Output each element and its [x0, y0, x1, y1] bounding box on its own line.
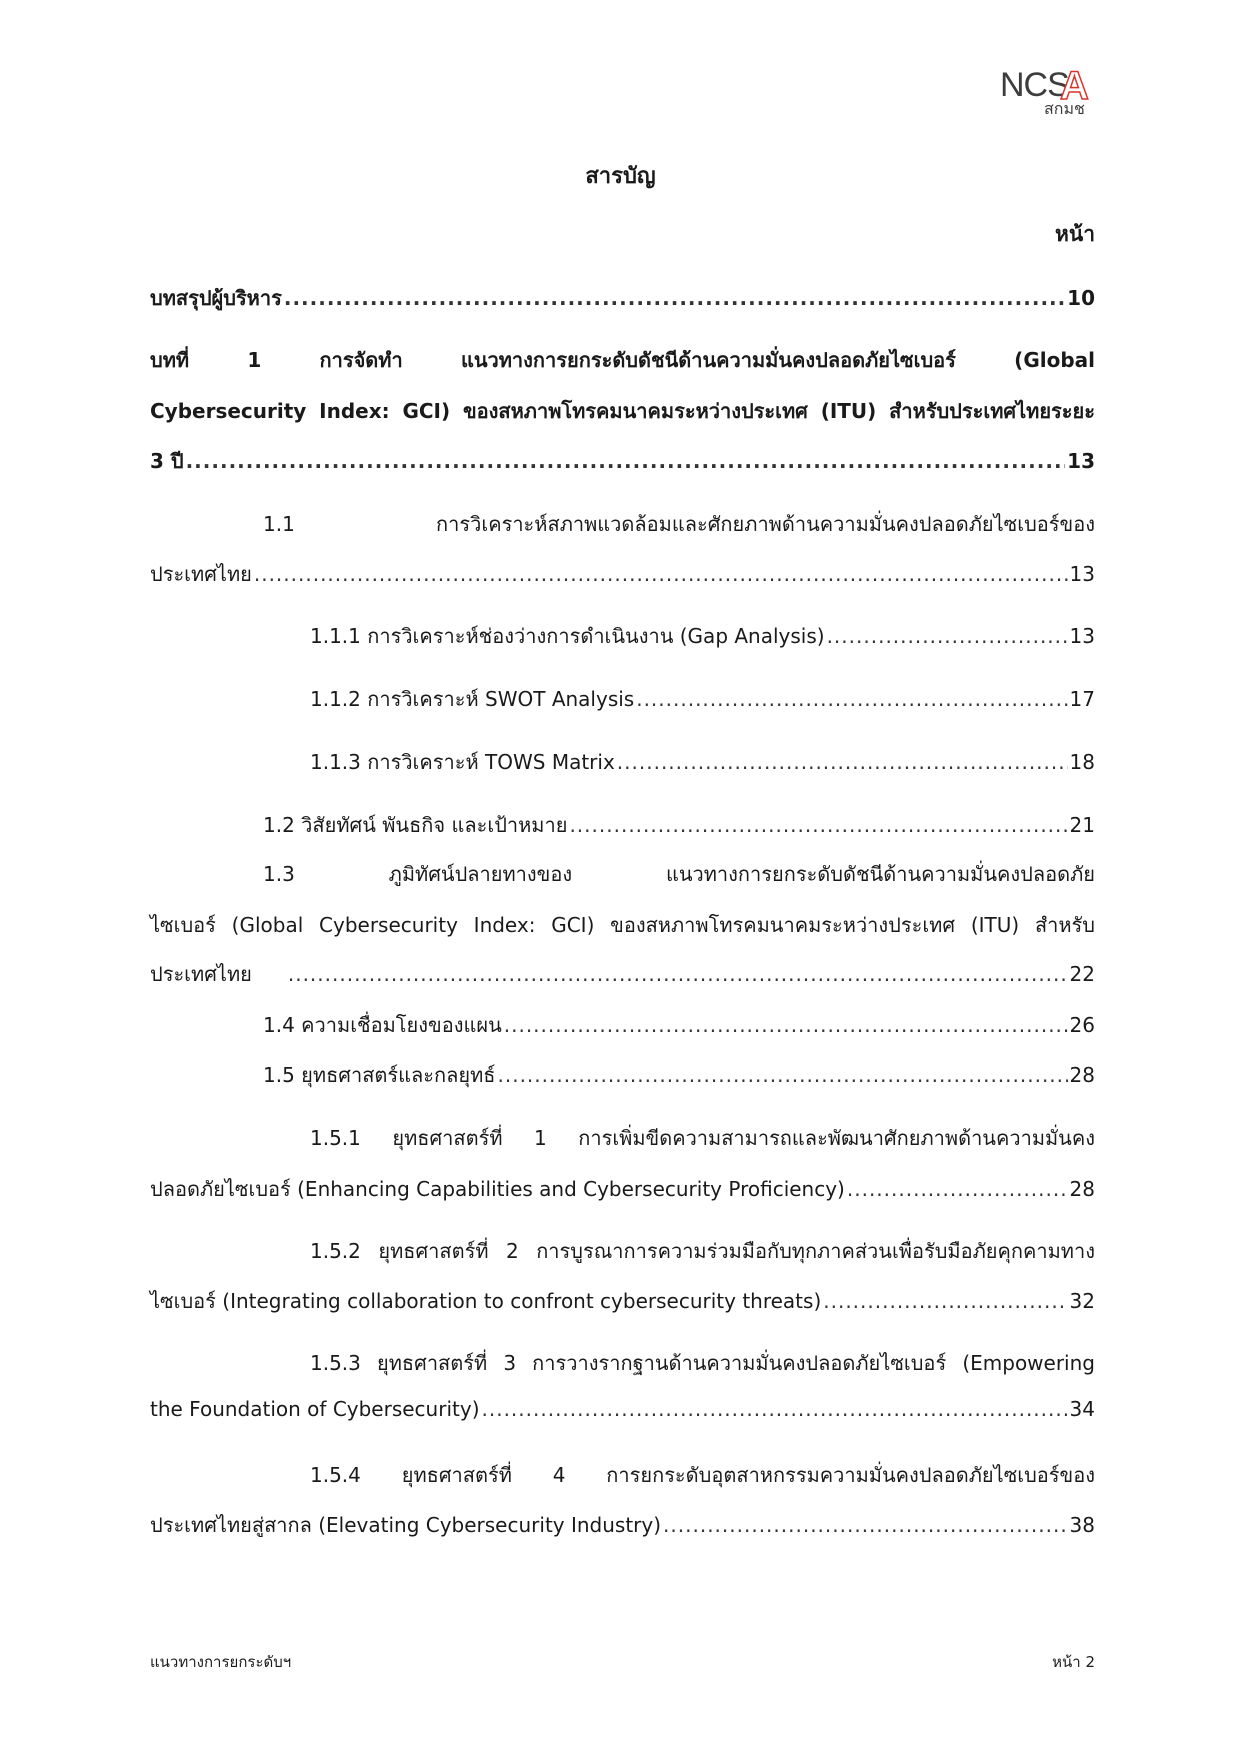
leader-dots: [569, 813, 1067, 837]
toc-entry-1-1[interactable]: [150, 558, 1095, 590]
toc-page-number: 10: [1067, 286, 1095, 310]
toc-entry-text: 1.1.1 การวิเคราะห์ช่องว่างการดำเนินงาน (Gap Analysis): [310, 624, 825, 648]
toc-entry-text: ประเทศไทย: [150, 562, 252, 586]
toc-entry-1-5-3-line1: 1.5.3 ยุทธศาสตร์ที่ 3 การวางรากฐานด้านความมั่นคงปลอดภัยไซเบอร์ (Empowering: [310, 1351, 1095, 1375]
toc-entry-1-3[interactable]: [150, 958, 1095, 990]
toc-entry-1-3-line2: ไซเบอร์ (Global Cybersecurity Index: GCI) ของสหภาพโทรคมนาคมระหว่างประเทศ (ITU) สำหรับ: [150, 913, 1095, 937]
footer-document-title: แนวทางการยกระดับฯ: [150, 1653, 292, 1671]
toc-entry-1-5-4-line1: 1.5.4 ยุทธศาสตร์ที่ 4 การยกระดับอุตสาหกรรมความมั่นคงปลอดภัยไซเบอร์ของ: [310, 1463, 1095, 1487]
footer-page-number: หน้า 2: [1052, 1653, 1095, 1671]
toc-page-number: 13: [1069, 562, 1095, 586]
toc-entry-1-1-2[interactable]: [310, 683, 1095, 715]
toc-entry-1-5-1-line1: 1.5.1 ยุทธศาสตร์ที่ 1 การเพิ่มขีดความสามารถและพัฒนาศักยภาพด้านความมั่นคง: [310, 1126, 1095, 1150]
toc-entry-text: 1.2 วิสัยทัศน์ พันธกิจ และเป้าหมาย: [263, 813, 568, 837]
leader-dots: [288, 962, 1068, 986]
toc-entry-1-1-1[interactable]: [310, 620, 1095, 652]
logo-text-thai: สกมช: [1044, 99, 1085, 118]
toc-entry-1-5-2-line1: 1.5.2 ยุทธศาสตร์ที่ 2 การบูรณาการความร่วมมือกับทุกภาคส่วนเพื่อรับมือภัยคุกคามทาง: [310, 1239, 1095, 1263]
toc-entry-chapter1-line2: Cybersecurity Index: GCI) ของสหภาพโทรคมนาคมระหว่างประเทศ (ITU) สำหรับประเทศไทยระยะ: [150, 399, 1095, 423]
toc-entry-text: ไซเบอร์ (Integrating collaboration to confront cybersecurity threats): [150, 1289, 822, 1313]
toc-page-number: 17: [1069, 687, 1095, 711]
toc-entry-chapter1[interactable]: [150, 445, 1095, 477]
toc-entry-text: บทสรุปผู้บริหาร: [150, 286, 282, 310]
page-column-heading: หน้า: [1055, 222, 1095, 246]
toc-entry-1-5-1[interactable]: [150, 1173, 1095, 1205]
toc-entry-text: 1.1.2 การวิเคราะห์ SWOT Analysis: [310, 687, 635, 711]
toc-page-number: 21: [1069, 813, 1095, 837]
toc-page-number: 38: [1069, 1513, 1095, 1537]
toc-page-number: 13: [1067, 449, 1095, 473]
toc-page-number: 13: [1069, 624, 1095, 648]
toc-entry-1-5-2[interactable]: [150, 1285, 1095, 1317]
toc-page-number: 18: [1069, 750, 1095, 774]
toc-entry-1-1-3[interactable]: [310, 746, 1095, 778]
toc-entry-text: 1.5 ยุทธศาสตร์และกลยุทธ์: [263, 1063, 496, 1087]
leader-dots: [663, 1513, 1068, 1537]
toc-entry-chapter1-line1: บทที่ 1 การจัดทำ แนวทางการยกระดับดัชนีด้านความมั่นคงปลอดภัยไซเบอร์ (Global: [150, 348, 1095, 372]
toc-entry-1-5[interactable]: [263, 1059, 1095, 1091]
toc-entry-text: 1.4 ความเชื่อมโยงของแผน: [263, 1013, 502, 1037]
ncsa-logo: [1000, 66, 1110, 122]
leader-dots: [636, 687, 1067, 711]
logo-text-ncs: NCS: [1000, 66, 1069, 104]
toc-page-number: 34: [1069, 1397, 1095, 1421]
toc-entry-text: ปลอดภัยไซเบอร์ (Enhancing Capabilities and Cybersecurity Proficiency): [150, 1177, 845, 1201]
leader-dots: [498, 1063, 1068, 1087]
toc-page-number: 26: [1069, 1013, 1095, 1037]
toc-page-number: 28: [1069, 1177, 1095, 1201]
logo-text-a: A: [1060, 64, 1089, 108]
leader-dots: [827, 624, 1068, 648]
leader-dots: [823, 1289, 1067, 1313]
toc-entry-1-2[interactable]: [263, 809, 1095, 841]
toc-entry-text: 1.1.3 การวิเคราะห์ TOWS Matrix: [310, 750, 615, 774]
toc-entry-1-1-line1: 1.1 การวิเคราะห์สภาพแวดล้อมและศักยภาพด้านความมั่นคงปลอดภัยไซเบอร์ของ: [263, 512, 1095, 536]
toc-page-number: 22: [1069, 962, 1095, 986]
leader-dots: [847, 1177, 1068, 1201]
toc-entry-1-5-3[interactable]: [150, 1397, 1095, 1421]
toc-entry-text: the Foundation of Cybersecurity): [150, 1397, 480, 1421]
toc-entry-1-4[interactable]: [263, 1009, 1095, 1041]
toc-entry-text: ประเทศไทยสู่สากล (Elevating Cybersecurity Industry): [150, 1513, 662, 1537]
toc-page-number: 28: [1069, 1063, 1095, 1087]
leader-dots: [504, 1013, 1068, 1037]
leader-dots: [482, 1397, 1068, 1421]
leader-dots: [617, 750, 1068, 774]
toc-entry-executive-summary[interactable]: [150, 282, 1095, 314]
toc-entry-text: ประเทศไทย: [150, 962, 252, 986]
toc-entry-1-5-4[interactable]: [150, 1509, 1095, 1541]
leader-dots: [186, 449, 1066, 473]
leader-dots: [254, 562, 1068, 586]
toc-entry-1-3-line1: 1.3 ภูมิทัศน์ปลายทางของ แนวทางการยกระดับดัชนีด้านความมั่นคงปลอดภัย: [263, 862, 1095, 886]
toc-entry-text: 3 ปี: [150, 449, 184, 473]
toc-page-number: 32: [1069, 1289, 1095, 1313]
page-title: สารบัญ: [585, 164, 656, 189]
leader-dots: [284, 286, 1065, 310]
